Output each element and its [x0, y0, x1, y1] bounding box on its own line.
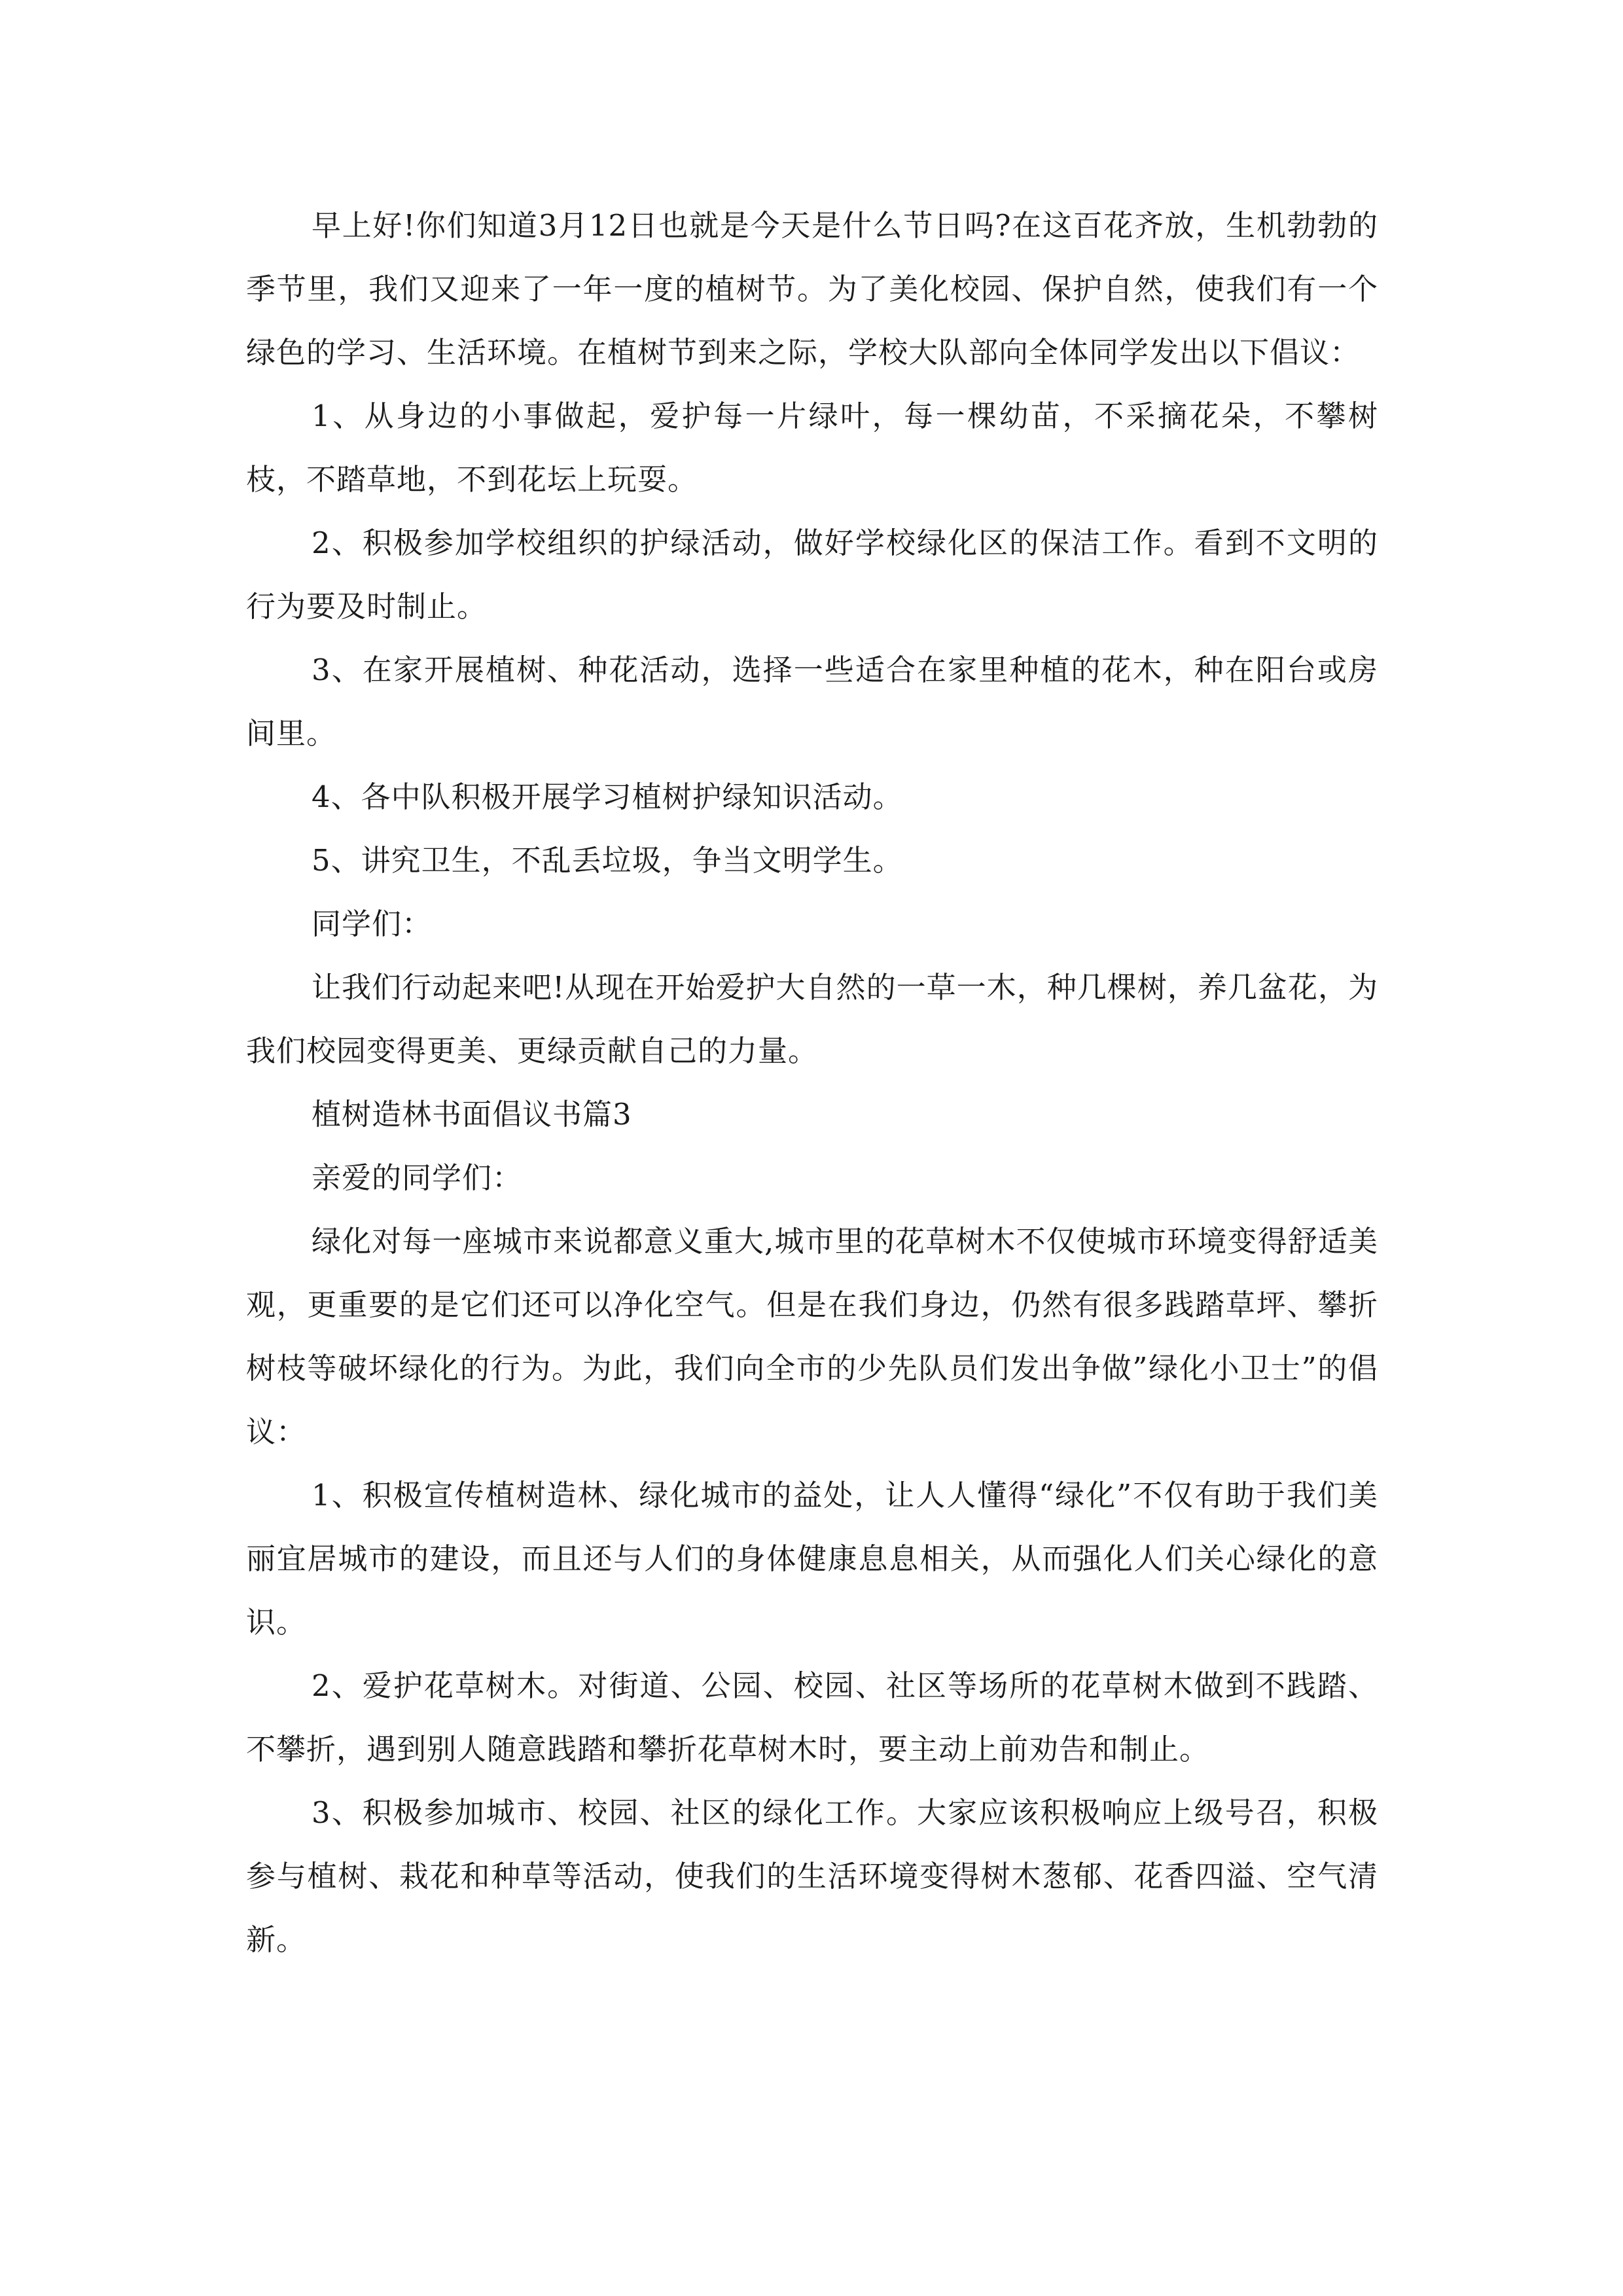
paragraph-closing-call: 让我们行动起来吧!从现在开始爱护大自然的一草一木，种几棵树，养几盆花，为我们校园变得更美、更绿贡献自己的力量。: [246, 970, 1378, 1068]
paragraph-proposal-4: 4、各中队积极开展学习植树护绿知识活动。: [312, 780, 903, 814]
paragraph-item-2-1: 1、积极宣传植树造林、绿化城市的益处，让人人懂得“绿化”不仅有助于我们美丽宜居城市的建设，而且还与人们的身体健康息息相关，从而强化人们关心绿化的意识。: [246, 1478, 1378, 1640]
section-heading: 植树造林书面倡议书篇3: [312, 1097, 632, 1132]
paragraph-proposal-3: 3、在家开展植树、种花活动，选择一些适合在家里种植的花木，种在阳台或房间里。: [246, 653, 1378, 751]
paragraph-proposal-5: 5、讲究卫生，不乱丢垃圾，争当文明学生。: [312, 843, 903, 878]
document-body: [246, 194, 1378, 1971]
paragraph-greeting: 早上好!你们知道3月12日也就是今天是什么节日吗?在这百花齐放，生机勃勃的季节里，我们又迎来了一年一度的植树节。为了美化校园、保护自然，使我们有一个绿色的学习、生活环境。在植树节到来之际，学校大队部向全体同学发出以下倡议：: [246, 208, 1378, 370]
paragraph-salutation: 同学们：: [312, 906, 433, 941]
paragraph-item-2-3: 3、积极参加城市、校园、社区的绿化工作。大家应该积极响应上级号召，积极参与植树、栽花和种草等活动，使我们的生活环境变得树木葱郁、花香四溢、空气清新。: [246, 1795, 1378, 1957]
paragraph-item-2-2: 2、爱护花草树木。对街道、公园、校园、社区等场所的花草树木做到不践踏、不攀折，遇到别人随意践踏和攀折花草树木时，要主动上前劝告和制止。: [246, 1668, 1378, 1767]
paragraph-intro-2: 绿化对每一座城市来说都意义重大,城市里的花草树木不仅使城市环境变得舒适美观，更重要的是它们还可以净化空气。但是在我们身边，仍然有很多践踏草坪、攀折树枝等破坏绿化的行为。为此，我们向全市的少先队员们发出争做”绿化小卫士”的倡议：: [246, 1224, 1378, 1449]
paragraph-proposal-1: 1、从身边的小事做起，爱护每一片绿叶，每一棵幼苗，不采摘花朵，不攀树枝，不踏草地，不到花坛上玩耍。: [246, 399, 1378, 497]
paragraph-proposal-2: 2、积极参加学校组织的护绿活动，做好学校绿化区的保洁工作。看到不文明的行为要及时制止。: [246, 526, 1378, 624]
paragraph-salutation-2: 亲爱的同学们：: [312, 1160, 523, 1195]
